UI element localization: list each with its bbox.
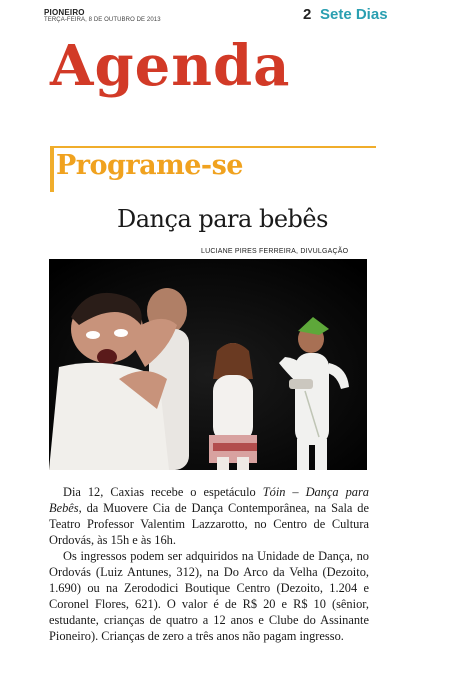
show-title: Tóin – Dança para Bebês <box>49 485 370 515</box>
paragraph-1-end: , da Muovere Cia de Dança Contemporânea, na Sala de Teatro Professor Valentim Lazzarotto, no Centro de Cultura Ordovás, às 15h e às 16h. <box>49 501 369 547</box>
article-photo <box>49 259 367 470</box>
paragraph-1-start: Dia 12, Caxias recebe o espetáculo <box>63 485 263 499</box>
article-headline: Dança para bebês <box>117 205 328 233</box>
kicker-rule <box>50 146 376 148</box>
section-name: Sete Dias <box>320 6 388 23</box>
article-paragraph-2: Os ingressos podem ser adquiridos na Unidade de Dança, no Ordovás (Luiz Antunes, 312), na Do Arco da Velha (Dezoito, 1.690) ou na Zerododici Boutique Centro (Dezoito, 1.204 e Coronel Flores, 621). O valor é de R$ 20 e R$ 10 (sênior, estudante, crianças de quatro a 12 anos e Clube do Assinante Pioneiro). Crianças de zero a três anos não pagam ingresso. <box>49 549 369 643</box>
page-number: 2 <box>303 6 312 23</box>
edition-date: TERÇA-FEIRA, 8 DE OUTUBRO DE 2013 <box>44 17 161 23</box>
article-body <box>49 484 369 644</box>
newspaper-name: PIONEIRO <box>44 8 85 17</box>
article-paragraph-1 <box>49 484 369 548</box>
photo-credit: LUCIANE PIRES FERREIRA, DIVULGAÇÃO <box>201 248 349 255</box>
dancers-photo-illustration <box>49 259 367 470</box>
kicker-rule-left <box>50 146 54 192</box>
page-title: Agenda <box>50 33 291 99</box>
kicker: Programe-se <box>56 150 243 181</box>
